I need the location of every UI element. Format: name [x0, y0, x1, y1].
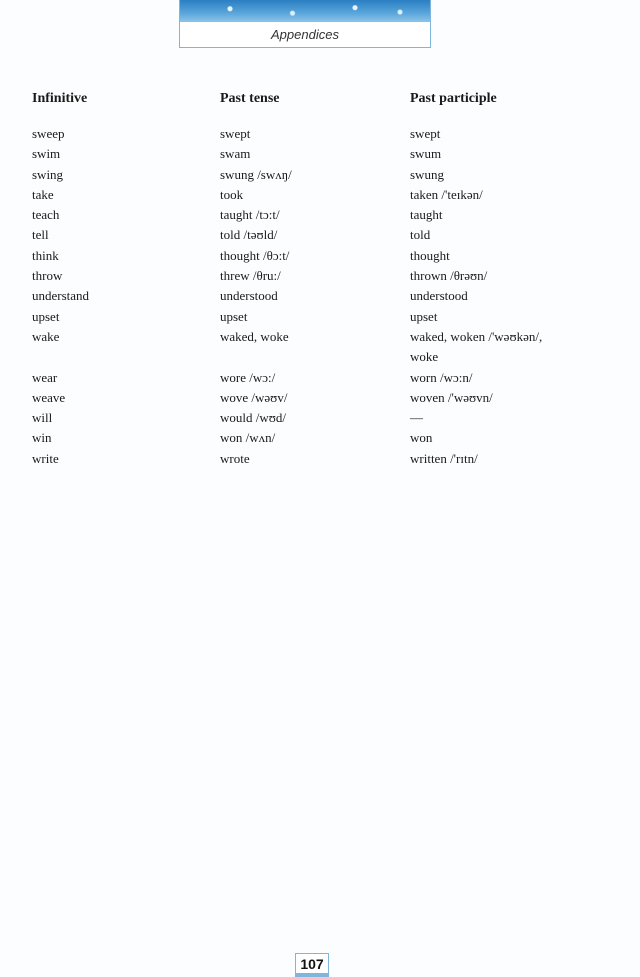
infinitive-cell: understand [32, 288, 90, 304]
infinitive-cell: sweep [32, 126, 65, 141]
past-tense-cell: threw /θru:/ [220, 268, 281, 284]
past-tense-cell: wove /wəʊv/ [220, 389, 288, 405]
past-tense-cell: swept [220, 126, 251, 141]
past-participle-cell: thought [410, 247, 450, 263]
past-tense-cell: took [220, 186, 244, 202]
infinitive-cell: will [32, 410, 53, 426]
infinitive-cell: throw [32, 268, 63, 284]
past-participle-cell: woven /'wəʊvn/ [410, 389, 493, 405]
past-tense-cell: won /wʌn/ [220, 430, 276, 446]
past-tense-cell: taught /tɔ:t/ [220, 207, 280, 223]
infinitive-cell: think [32, 247, 59, 263]
past-participle-cell: swept [410, 126, 441, 141]
water-banner-image [180, 0, 430, 22]
past-tense-cell: told /təʊld/ [220, 227, 278, 243]
section-label: Appendices [271, 27, 339, 42]
past-participle-cell [410, 327, 542, 368]
past-tense-cell: upset [220, 308, 248, 324]
past-participle-cell: worn /wɔ:n/ [410, 369, 473, 385]
past-participle-cell: told [410, 227, 431, 243]
section-header-tab [179, 0, 431, 48]
past-tense-cell: swam [220, 146, 251, 162]
infinitive-cell: wear [32, 369, 58, 385]
past-participle-line: woke [410, 348, 439, 364]
infinitive-cell: swim [32, 146, 61, 162]
past-tense-cell: would /wʊd/ [220, 410, 286, 426]
past-participle-cell: upset [410, 308, 438, 324]
infinitive-cell: weave [32, 389, 66, 405]
past-participle-cell: won [410, 430, 433, 446]
past-tense-cell: wrote [220, 450, 250, 466]
past-participle-cell: written /'rɪtn/ [410, 450, 478, 466]
past-tense-cell [220, 327, 292, 368]
past-participle-cell: swum [410, 146, 442, 162]
past-tense-column [220, 124, 292, 469]
infinitive-cell: write [32, 450, 59, 466]
past-tense-cell: thought /θɔ:t/ [220, 247, 290, 263]
infinitive-cell: swing [32, 166, 64, 182]
past-participle-column-header: Past participle [410, 91, 497, 106]
past-participle-cell: — [410, 410, 423, 426]
infinitive-cell: upset [32, 308, 60, 324]
infinitive-cell: teach [32, 207, 60, 223]
infinitive-text: wake [32, 328, 60, 344]
past-participle-line: waked, woken /'wəʊkən/, [410, 328, 543, 344]
past-tense-text: waked, woke [220, 328, 289, 344]
past-participle-cell: understood [410, 288, 468, 304]
past-tense-cell: understood [220, 288, 278, 304]
past-tense-cell: wore /wɔ:/ [220, 369, 276, 385]
past-participle-cell: taught [410, 207, 443, 223]
infinitive-column [32, 124, 89, 469]
infinitive-cell: take [32, 186, 54, 202]
past-participle-cell: taken /'teɪkən/ [410, 186, 483, 202]
past-participle-cell: thrown /θrəʊn/ [410, 268, 488, 284]
past-tense-column-header: Past tense [220, 91, 280, 106]
infinitive-cell: tell [32, 227, 49, 243]
past-participle-cell: swung [410, 166, 444, 182]
infinitive-column-header: Infinitive [32, 91, 88, 106]
infinitive-cell [32, 327, 89, 368]
infinitive-cell: win [32, 430, 52, 446]
past-tense-cell: swung /swʌŋ/ [220, 166, 292, 182]
past-participle-column [410, 124, 542, 469]
page-number: 107 [295, 953, 329, 977]
